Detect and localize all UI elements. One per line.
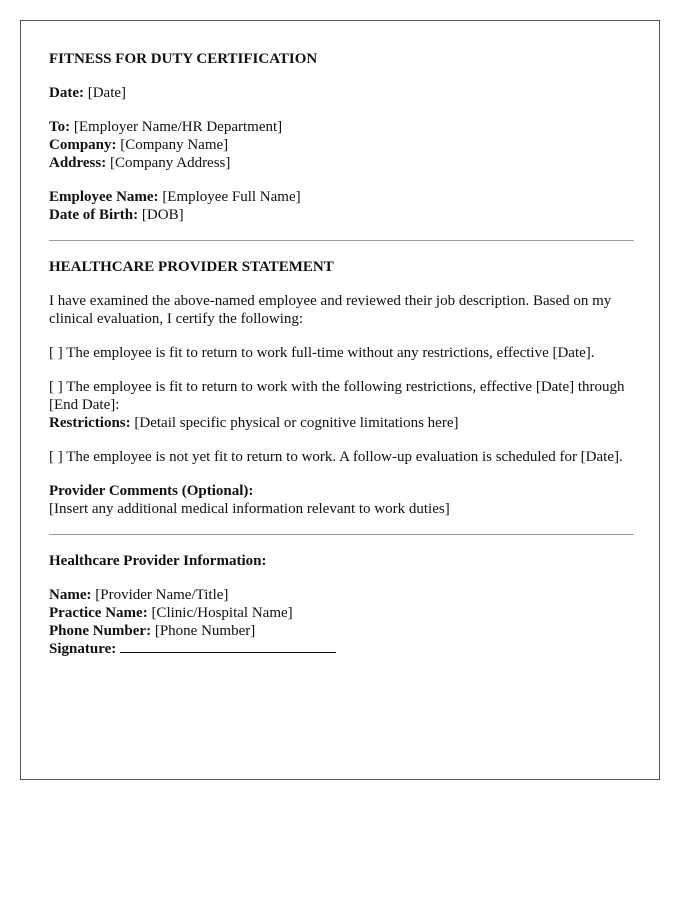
statement-intro: I have examined the above-named employee and reviewed their job description. Based on my clinical evaluation, I certify the following: [49,293,612,327]
statement-heading: HEALTHCARE PROVIDER STATEMENT [49,259,334,275]
section-divider [49,534,634,535]
dob-label: Date of Birth: [49,207,139,223]
practice-name-line [49,604,634,622]
section-divider [49,240,634,241]
restrictions-label: Restrictions: [49,415,131,431]
to-value: [Employer Name/HR Department] [73,119,283,135]
option-fit-full: [ ] The employee is fit to return to work full-time without any restrictions, effective [Date]. [49,345,595,361]
to-label: To: [49,119,71,135]
employee-name-line [49,188,634,206]
employee-name-label: Employee Name: [49,189,159,205]
company-label: Company: [49,137,117,153]
phone-label: Phone Number: [49,623,152,639]
certification-document [20,20,660,780]
phone-line [49,622,634,640]
signature-label: Signature: [49,641,117,657]
comments-label-line [49,482,634,500]
provider-heading-line [49,552,634,570]
company-value: [Company Name] [120,137,229,153]
provider-name-value: [Provider Name/Title] [95,587,229,603]
practice-name-value: [Clinic/Hospital Name] [151,605,293,621]
date-label: Date: [49,85,84,101]
address-value: [Company Address] [109,155,231,171]
address-label: Address: [49,155,107,171]
option-fit-restricted: [ ] The employee is fit to return to work with the following restrictions, effective [Date] through [End Date]: [49,379,625,413]
provider-name-label: Name: [49,587,92,603]
phone-value: [Phone Number] [154,623,256,639]
restrictions-value: [Detail specific physical or cognitive limitations here] [134,415,459,431]
signature-field[interactable] [120,640,336,653]
address-line [49,154,634,172]
comments-value: [Insert any additional medical information relevant to work duties] [49,501,450,517]
dob-value: [DOB] [141,207,184,223]
comments-label: Provider Comments (Optional): [49,483,254,499]
date-value: [Date] [87,85,127,101]
restrictions-line [49,414,634,432]
document-body [49,50,634,658]
document-title: FITNESS FOR DUTY CERTIFICATION [49,51,318,67]
dob-line [49,206,634,224]
option-not-fit: [ ] The employee is not yet fit to return to work. A follow-up evaluation is scheduled for [Date]. [49,449,623,465]
provider-heading: Healthcare Provider Information: [49,553,267,569]
provider-name-line [49,586,634,604]
employee-name-value: [Employee Full Name] [162,189,301,205]
company-line [49,136,634,154]
date-line [49,84,634,102]
practice-name-label: Practice Name: [49,605,148,621]
signature-line [49,640,634,658]
to-line [49,118,634,136]
